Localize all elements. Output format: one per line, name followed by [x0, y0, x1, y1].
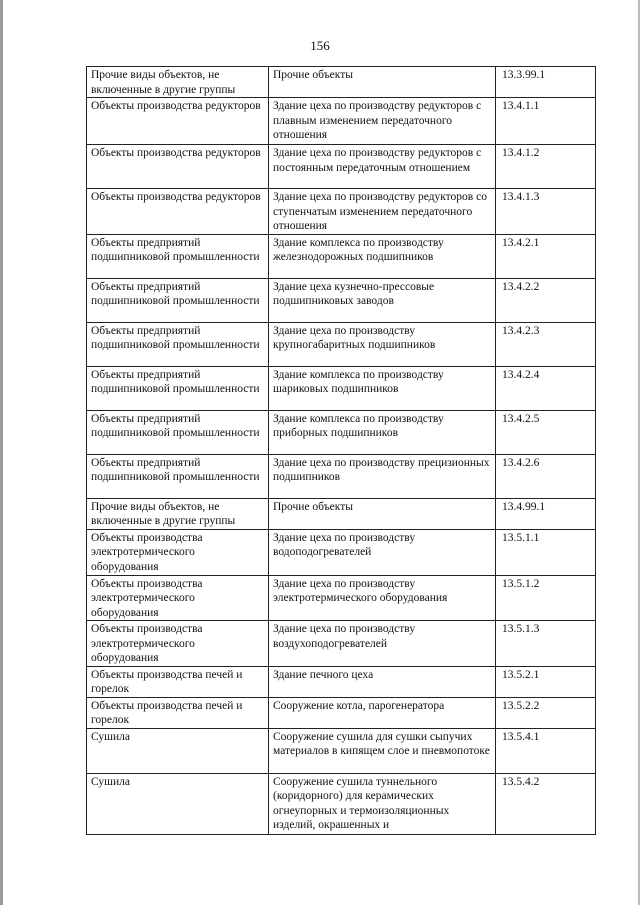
category-cell: Объекты предприятий подшипниковой промышленности: [87, 322, 269, 366]
object-cell: Здание цеха по производству редукторов с постоянным передаточным отношением: [269, 145, 496, 189]
table-row: [87, 728, 596, 773]
category-cell: Сушила: [87, 728, 269, 773]
code-cell: 13.4.1.2: [496, 145, 596, 189]
category-cell: Объекты предприятий подшипниковой промышленности: [87, 278, 269, 322]
object-cell: Сооружение сушила туннельного (коридорного) для керамических огнеупорных и термоизоляционных изделий, окрашенных и: [269, 773, 496, 834]
table-row: [87, 189, 596, 235]
object-cell: Прочие объекты: [269, 498, 496, 529]
table-row: [87, 454, 596, 498]
table-row: [87, 666, 596, 697]
object-cell: Здание цеха по производству воздухоподогревателей: [269, 621, 496, 667]
object-cell: Здание комплекса по производству приборных подшипников: [269, 410, 496, 454]
category-cell: Объекты производства электротермического оборудования: [87, 575, 269, 621]
table-row: [87, 773, 596, 834]
category-cell: Объекты производства редукторов: [87, 145, 269, 189]
table-row: [87, 498, 596, 529]
table-row: [87, 145, 596, 189]
code-cell: 13.4.2.3: [496, 322, 596, 366]
code-cell: 13.5.2.2: [496, 697, 596, 728]
table-row: [87, 621, 596, 667]
category-cell: Объекты производства редукторов: [87, 189, 269, 235]
object-cell: Здание комплекса по производству железнодорожных подшипников: [269, 234, 496, 278]
object-cell: Прочие объекты: [269, 67, 496, 98]
table-row: [87, 410, 596, 454]
category-cell: Объекты предприятий подшипниковой промышленности: [87, 366, 269, 410]
code-cell: 13.4.1.3: [496, 189, 596, 235]
code-cell: 13.4.1.1: [496, 98, 596, 145]
category-cell: Прочие виды объектов, не включенные в другие группы: [87, 67, 269, 98]
code-cell: 13.5.1.3: [496, 621, 596, 667]
code-cell: 13.4.2.4: [496, 366, 596, 410]
page-number: 156: [310, 38, 330, 53]
category-cell: Объекты предприятий подшипниковой промышленности: [87, 454, 269, 498]
table-row: [87, 322, 596, 366]
code-cell: 13.4.2.5: [496, 410, 596, 454]
table-row: [87, 529, 596, 575]
category-cell: Объекты предприятий подшипниковой промышленности: [87, 234, 269, 278]
category-cell: Объекты производства редукторов: [87, 98, 269, 145]
object-cell: Сооружение котла, парогенератора: [269, 697, 496, 728]
category-cell: Прочие виды объектов, не включенные в другие группы: [87, 498, 269, 529]
category-cell: Сушила: [87, 773, 269, 834]
object-cell: Сооружение сушила для сушки сыпучих материалов в кипящем слое и пневмопотоке: [269, 728, 496, 773]
table-row: [87, 98, 596, 145]
table-row: [87, 366, 596, 410]
code-cell: 13.5.2.1: [496, 666, 596, 697]
object-cell: Здание цеха кузнечно-прессовые подшипниковых заводов: [269, 278, 496, 322]
code-cell: 13.4.2.1: [496, 234, 596, 278]
object-cell: Здание цеха по производству электротермического оборудования: [269, 575, 496, 621]
table-row: [87, 67, 596, 98]
table-row: [87, 697, 596, 728]
object-cell: Здание печного цеха: [269, 666, 496, 697]
object-cell: Здание цеха по производству редукторов с плавным изменением передаточного отношения: [269, 98, 496, 145]
code-cell: 13.5.1.1: [496, 529, 596, 575]
table-row: [87, 575, 596, 621]
code-cell: 13.4.2.6: [496, 454, 596, 498]
code-cell: 13.5.4.1: [496, 728, 596, 773]
code-cell: 13.3.99.1: [496, 67, 596, 98]
object-cell: Здание комплекса по производству шариковых подшипников: [269, 366, 496, 410]
table-row: [87, 278, 596, 322]
category-cell: Объекты предприятий подшипниковой промышленности: [87, 410, 269, 454]
category-cell: Объекты производства печей и горелок: [87, 666, 269, 697]
object-cell: Здание цеха по производству редукторов со ступенчатым изменением передаточного отношения: [269, 189, 496, 235]
code-cell: 13.5.4.2: [496, 773, 596, 834]
object-cell: Здание цеха по производству прецизионных подшипников: [269, 454, 496, 498]
classification-table: [86, 66, 596, 835]
table-row: [87, 234, 596, 278]
category-cell: Объекты производства электротермического оборудования: [87, 529, 269, 575]
code-cell: 13.4.99.1: [496, 498, 596, 529]
object-cell: Здание цеха по производству водоподогревателей: [269, 529, 496, 575]
object-cell: Здание цеха по производству крупногабаритных подшипников: [269, 322, 496, 366]
category-cell: Объекты производства печей и горелок: [87, 697, 269, 728]
code-cell: 13.4.2.2: [496, 278, 596, 322]
scan-edge-left: [0, 0, 3, 905]
code-cell: 13.5.1.2: [496, 575, 596, 621]
category-cell: Объекты производства электротермического оборудования: [87, 621, 269, 667]
